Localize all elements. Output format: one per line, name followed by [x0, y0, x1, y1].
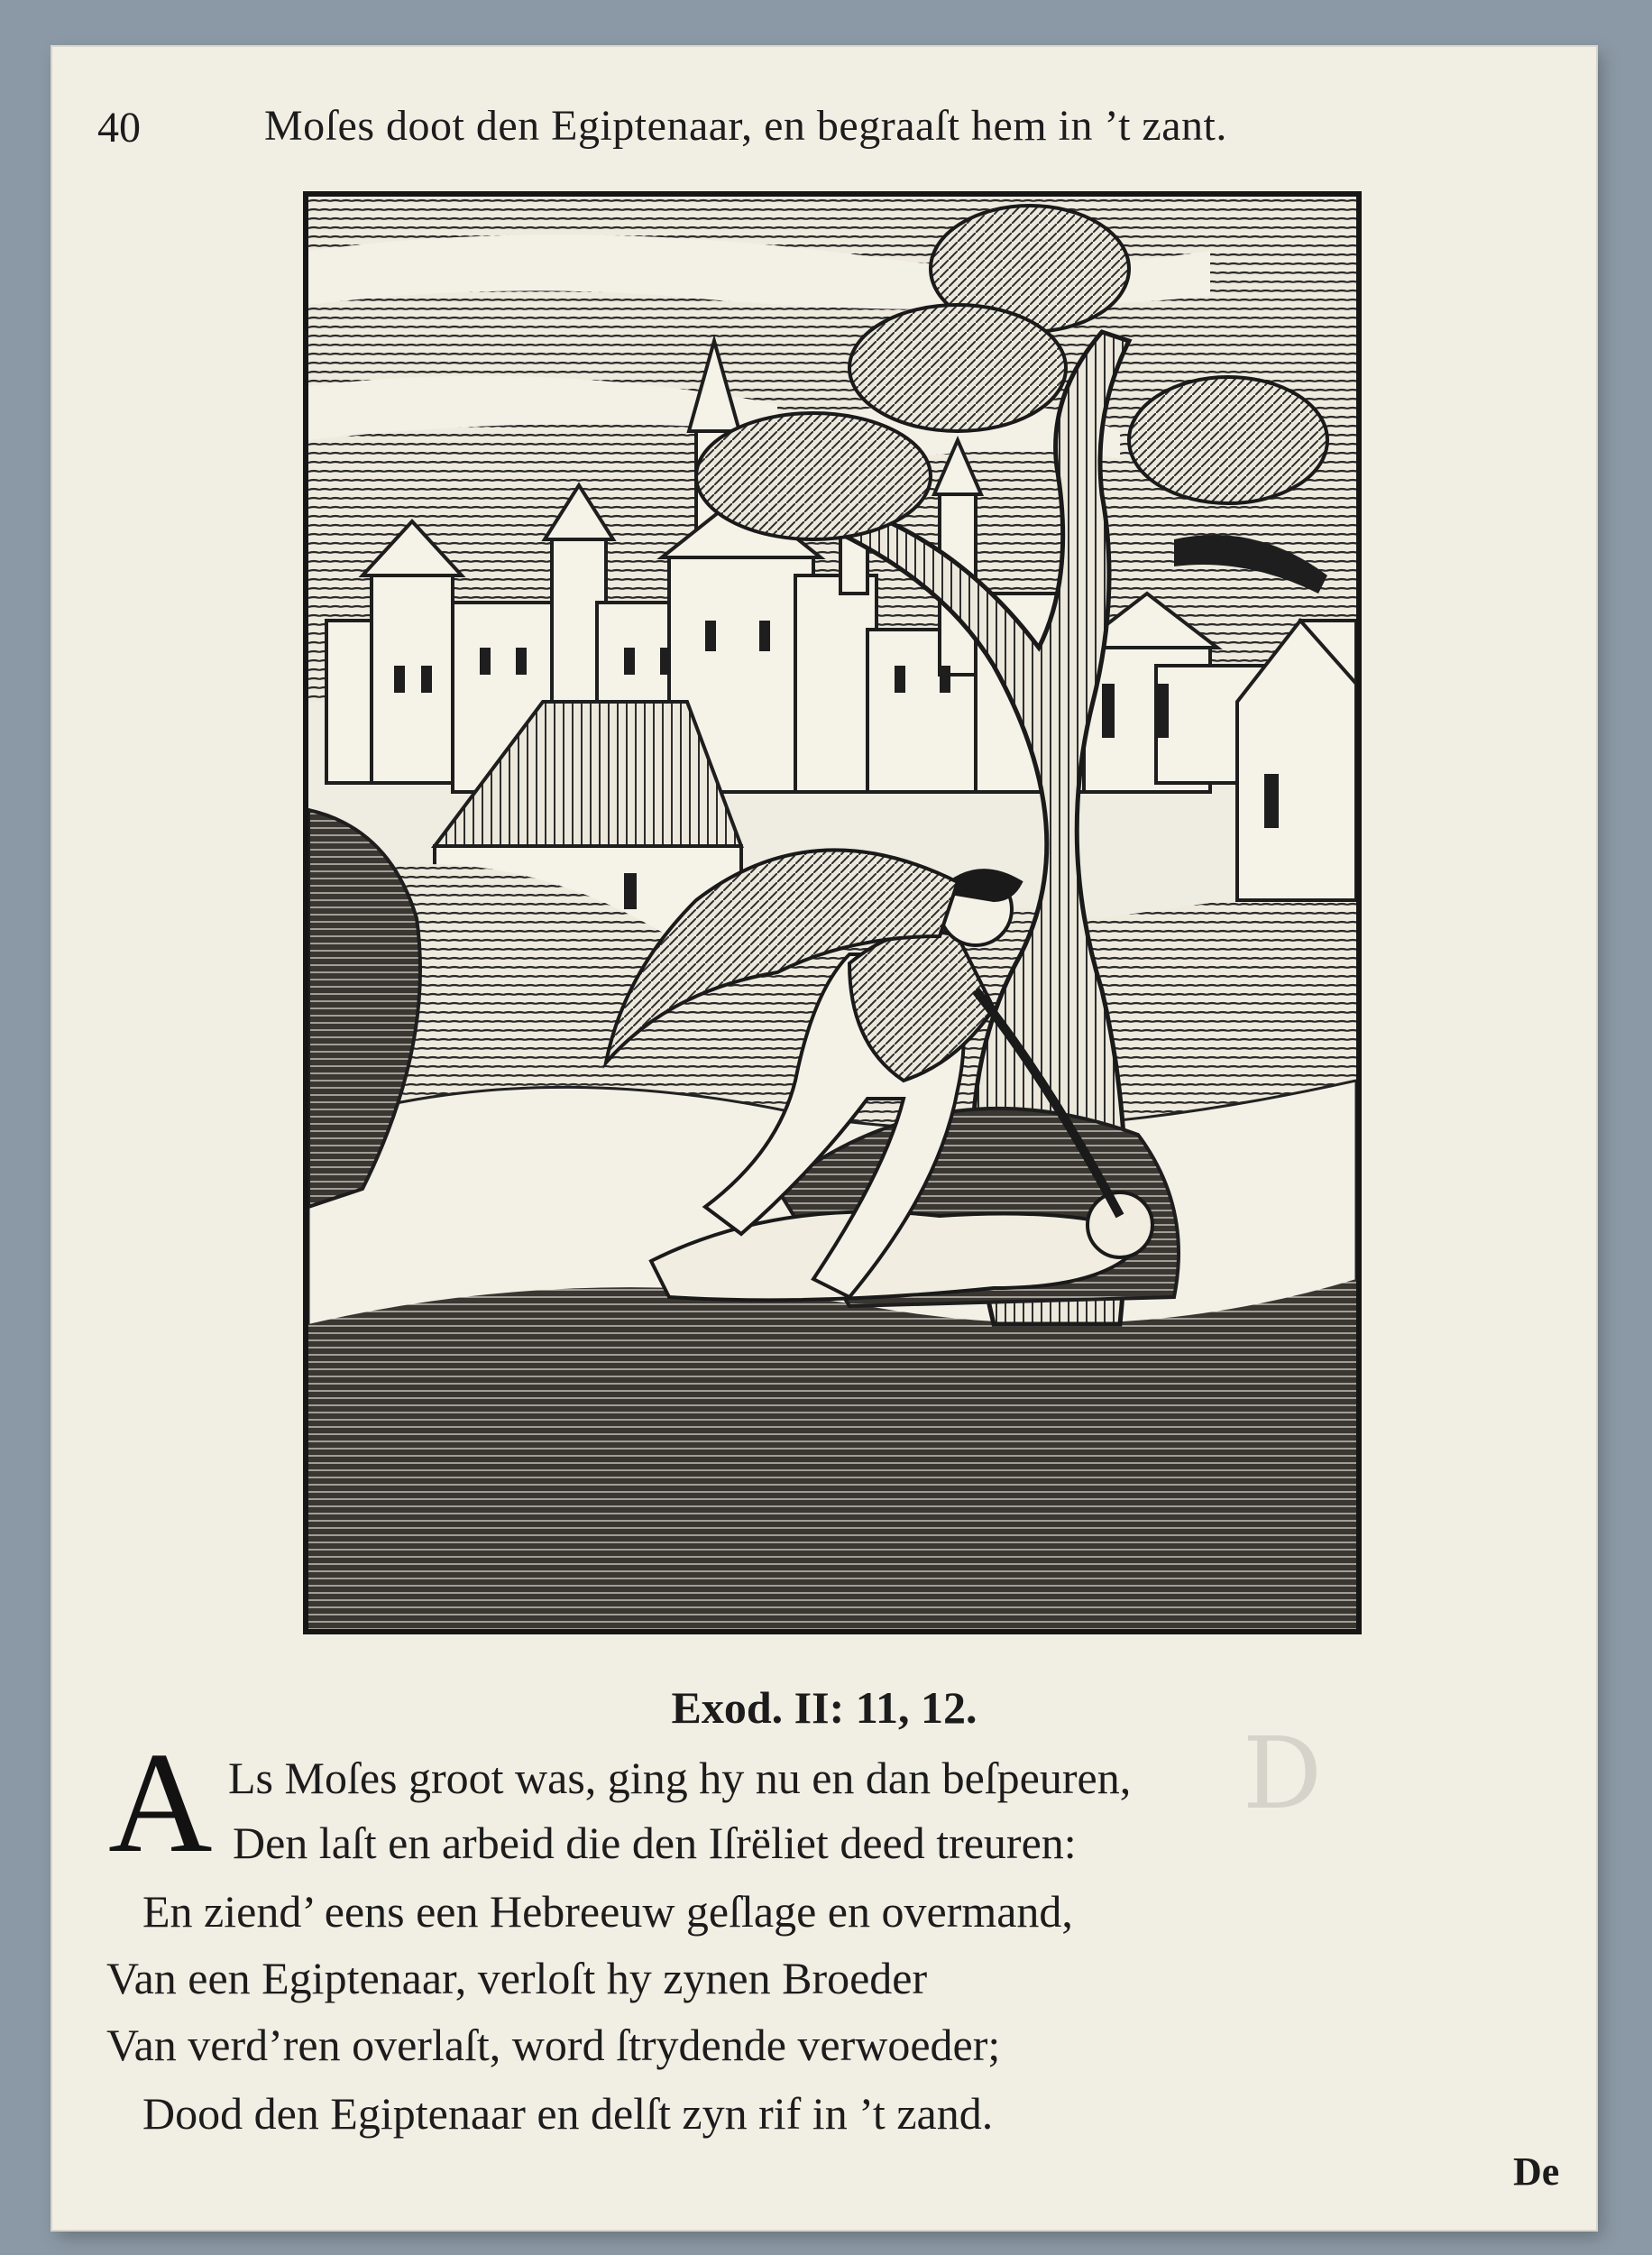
poem-line: Van een Egiptenaar, verloſt hy zynen Broeder: [106, 1953, 928, 2003]
woodcut-image: [308, 197, 1356, 1629]
poem-line: Den laſt en arbeid die den Iſrëliet deed treuren:: [233, 1818, 1077, 1868]
poem-line: En ziend’ eens een Hebreeuw geſlage en overmand,: [142, 1886, 1073, 1937]
poem-line: Van verd’ren overlaſt, word ſtrydende verwoeder;: [106, 2020, 1001, 2070]
poem-line: Dood den Egiptenaar en delſt zyn rif in ’t zand.: [142, 2088, 994, 2139]
running-title: Moſes doot den Egiptenaar, en begraaſt hem in ’t zant.: [264, 102, 1227, 150]
drop-cap: A: [108, 1722, 213, 1882]
book-page: [52, 47, 1596, 2230]
poem-line: Ls Moſes groot was, ging hy nu en dan beſpeuren,: [228, 1753, 1132, 1803]
page-number: 40: [97, 104, 141, 152]
woodcut-illustration: [303, 191, 1362, 1634]
bleed-through-decoration: D: [1243, 1716, 1323, 1831]
scripture-reference: Exod. II: 11, 12.: [671, 1682, 977, 1733]
catchword: De: [1513, 2149, 1560, 2194]
